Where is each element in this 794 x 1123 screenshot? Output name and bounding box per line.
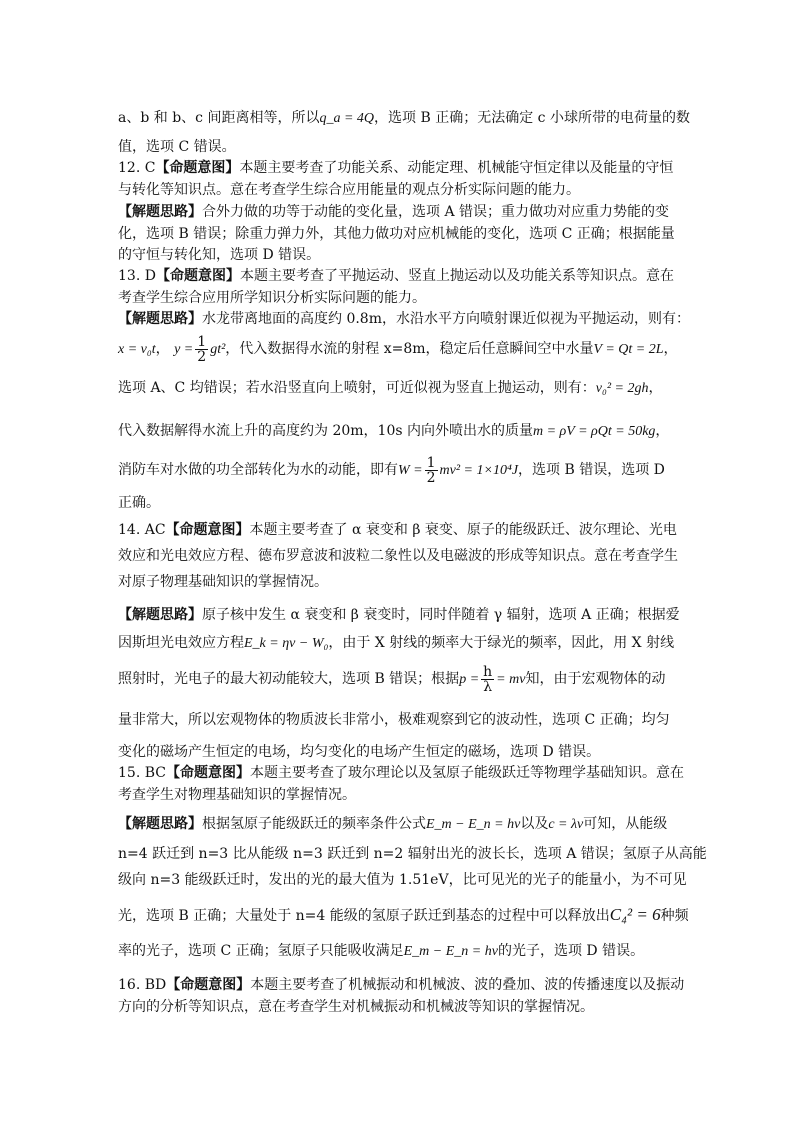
line-text: 以及 — [520, 816, 549, 832]
fraction — [425, 456, 438, 485]
fraction — [481, 665, 494, 694]
line-text: 本题主要考查了机械振动和机械波、波的叠加、波的传播速度以及振动 — [250, 977, 685, 993]
line-text: 对原子物理基础知识的掌握情况。 — [118, 574, 328, 590]
fraction — [195, 335, 208, 364]
text-line — [118, 634, 678, 653]
fraction-denominator: 2 — [426, 469, 436, 486]
text-line — [118, 310, 690, 328]
line-text: ， — [663, 341, 678, 357]
line-text: ， — [655, 423, 670, 439]
text-line — [118, 203, 678, 221]
answer-heading — [118, 267, 678, 285]
line-text: 的守恒与转化知，选项 D 错误。 — [118, 247, 321, 263]
line-text: 照射时，光电子的最大初动能较大，选项 B 错误；根据 — [118, 671, 460, 687]
text-line — [118, 225, 678, 243]
line-text: 本题主要考查了功能关系、动能定理、机械能守恒定律以及能量的守恒 — [239, 160, 674, 176]
line-text: 化，选项 B 错误；除重力弹力外，其他力做功对应机械能的变化，选项 C 正确；根据能量 — [118, 226, 675, 242]
section-tag: 【命题意图】 — [165, 765, 250, 781]
formula: c = λν — [548, 817, 584, 832]
text-line — [118, 547, 678, 565]
formula: E_k = ην − W₀ — [244, 636, 329, 651]
line-text: 率的光子，选项 C 正确；氢原子只能吸收满足 — [118, 943, 404, 959]
question-number: 15. BC — [118, 765, 166, 781]
text-line — [118, 998, 678, 1016]
fraction-denominator: 2 — [197, 348, 207, 365]
text-line: x = v₀t， y = $\frac{1}{2}$ gt²，代入数据得水流的射程 x=8m，稳定后任意瞬间空中水量V = Qt = 2L， — [118, 333, 678, 365]
question-number: 12. C — [118, 160, 156, 176]
formula: E_m − E_n = hν — [426, 817, 521, 832]
line-text: ，由于 X 射线的频率大于绿光的频率，因此，用 X 射线 — [328, 635, 675, 651]
line-text: 种频 — [660, 908, 689, 924]
section-tag: 【解题思路】 — [118, 311, 202, 327]
section-tag: 【命题意图】 — [166, 977, 251, 993]
text-line — [118, 422, 678, 441]
line-text: 变化的磁场产生恒定的电场，均匀变化的电场产生恒定的磁场，选项 D 错误。 — [118, 744, 601, 760]
section-tag: 【解题思路】 — [118, 816, 202, 832]
formula: gt² — [210, 342, 226, 357]
text-line — [118, 289, 678, 307]
line-text: 级向 n=3 能级跃迁时，发出的光的最大值为 1.51eV，比可见光的光子的能量小，为不可见 — [118, 872, 687, 888]
text-line — [118, 455, 678, 485]
line-text: 效应和光电效应方程、德布罗意波和波粒二象性以及电磁波的形成等知识点。意在考查学生 — [118, 548, 678, 564]
text-line — [118, 138, 678, 156]
formula: C₄² = 6 — [609, 905, 661, 924]
text-line — [118, 743, 678, 761]
fraction-numerator: h — [483, 663, 493, 680]
line-text: 知，由于宏观物体的动 — [525, 671, 666, 687]
question-number: 14. AC — [118, 522, 166, 538]
line-text: 根据氢原子能级跃迁的频率条件公式 — [202, 816, 426, 832]
line-text: 本题主要考查了 α 衰变和 β 衰变、原子的能级跃迁、波尔理论、光电 — [249, 522, 677, 538]
line-text: 考查学生对物理基础知识的掌握情况。 — [118, 787, 356, 803]
formula: m = ρV = ρQt = 50kg — [533, 424, 656, 439]
question-number: 13. D — [118, 268, 156, 284]
formula: E_m − E_n = hν — [403, 944, 498, 959]
formula: mv² = 1×10⁴J — [439, 463, 519, 478]
text-line — [118, 573, 678, 591]
line-text: ，代入数据得水流的射程 x=8m，稳定后任意瞬间空中水量 — [225, 341, 594, 357]
question-number: 16. BD — [118, 977, 167, 993]
line-text: 考查学生综合应用所学知识分析实际问题的能力。 — [118, 290, 426, 306]
line-text: 代入数据解得水流上升的高度约为 20m，10s 内向外喷出水的质量 — [118, 423, 533, 439]
answer-heading — [118, 976, 685, 994]
line-text: 合外力做的功等于动能的变化量，选项 A 错误；重力做功对应重力势能的变 — [202, 204, 670, 220]
section-tag: 【命题意图】 — [155, 268, 240, 284]
formula: q_a = 4Q — [319, 111, 375, 126]
text-line — [118, 379, 678, 398]
line-text: 与转化等知识点。意在考查学生综合应用能量的观点分析实际问题的能力。 — [118, 182, 580, 198]
line-text: ，选项 B 正确；无法确定 c 小球所带的电荷量的数 — [374, 110, 690, 126]
section-tag: 【解题思路】 — [118, 204, 202, 220]
line-text: 水龙带离地面的高度约 0.8m，水沿水平方向喷射课近似视为平抛运动，则有： — [202, 311, 690, 327]
line-text: 消防车对水做的功全部转化为水的动能，即有 — [118, 462, 398, 478]
text-line — [118, 871, 687, 889]
line-text: 光，选项 B 正确；大量处于 n=4 能级的氢原子跃迁到基态的过程中可以释放出 — [118, 908, 610, 924]
line-text: 本题主要考查了平抛运动、竖直上抛运动以及功能关系等知识点。意在 — [239, 268, 674, 284]
text-line — [118, 181, 678, 199]
text-line — [118, 246, 678, 264]
answer-heading — [118, 764, 684, 782]
text-line — [118, 109, 690, 128]
section-tag: 【命题意图】 — [165, 522, 250, 538]
line-text: 因斯坦光电效应方程 — [118, 635, 244, 651]
formula: V = Qt = 2L — [593, 342, 664, 357]
text-line — [118, 606, 678, 624]
line-text: 值，选项 C 错误。 — [118, 139, 236, 155]
line-text: n=4 跃迁到 n=3 比从能级 n=3 跃迁到 n=2 辐射出光的波长长，选项 A 错误；氢原子从高能 — [118, 846, 707, 862]
line-text: 正确。 — [118, 495, 160, 511]
line-text: ， — [648, 380, 663, 396]
line-text: 选项 A、C 均错误；若水沿竖直向上喷射，可近似视为竖直上抛运动，则有： — [118, 380, 596, 396]
formula: y = — [174, 342, 194, 357]
text-line — [118, 942, 678, 961]
fraction-numerator: 1 — [197, 333, 207, 350]
section-tag: 【命题意图】 — [155, 160, 240, 176]
line-text: a、b 和 b、c 间距离相等，所以 — [118, 110, 320, 126]
text-line — [118, 711, 678, 729]
fraction-denominator: λ — [483, 678, 493, 695]
answer-heading — [118, 521, 678, 539]
line-text: 方向的分析等知识点，意在考查学生对机械振动和机械波等知识的掌握情况。 — [118, 999, 594, 1015]
answer-heading — [118, 159, 678, 177]
line-text: ，选项 B 错误，选项 D — [518, 462, 665, 478]
formula: W = — [398, 463, 423, 478]
line-text: 量非常大，所以宏观物体的物质波长非常小，极难观察到它的波动性，选项 C 正确；均匀 — [118, 712, 670, 728]
text-line — [118, 786, 678, 804]
section-tag: 【解题思路】 — [118, 607, 202, 623]
formula: = mv — [496, 672, 526, 687]
text-line — [118, 905, 689, 925]
text-line — [118, 494, 678, 512]
line-text: 本题主要考查了玻尔理论以及氢原子能级跃迁等物理学基础知识。意在 — [249, 765, 684, 781]
line-text: 的光子，选项 D 错误。 — [497, 943, 645, 959]
text-line — [118, 845, 707, 863]
formula: v₀² = 2gh — [595, 381, 649, 396]
text-line — [118, 664, 678, 694]
line-text: 原子核中发生 α 衰变和 β 衰变时，同时伴随着 γ 辐射，选项 A 正确；根据爱 — [202, 607, 680, 623]
formula: p = — [459, 672, 480, 687]
fraction-numerator: 1 — [426, 454, 436, 471]
formula: x = v₀t — [118, 342, 156, 357]
line-text: 可知，从能级 — [583, 816, 668, 832]
text-line — [118, 815, 678, 834]
